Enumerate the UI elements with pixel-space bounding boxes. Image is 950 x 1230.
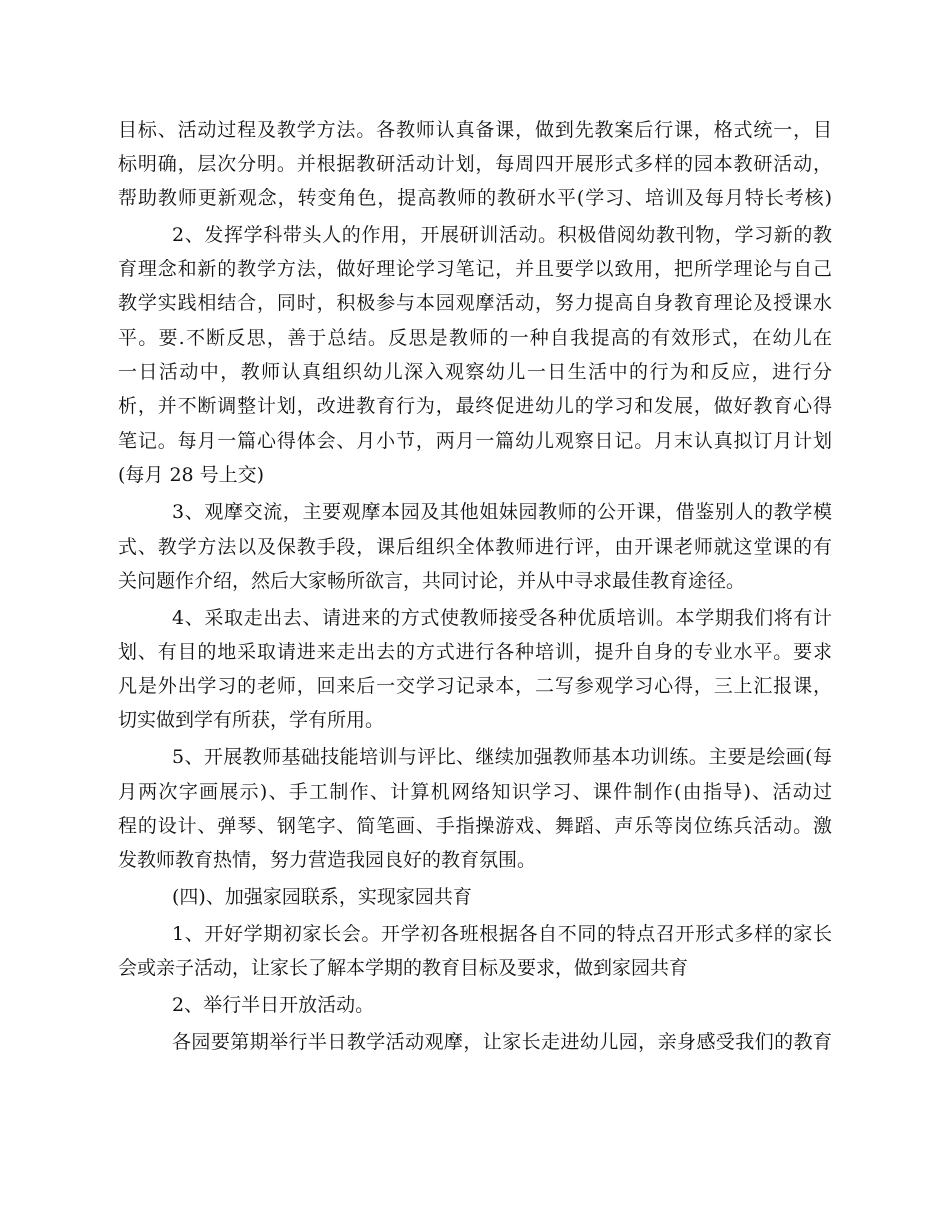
text-line: 月两次字画展示)、手工制作、计算机网络知识学习、课件制作(由指导)、活动过 xyxy=(118,781,832,803)
text-line: 笔记。每月一篇心得体会、月小节，两月一篇幼儿观察日记。月末认真拟订月计划 xyxy=(118,430,832,452)
text-line: 1、开好学期初家长会。开学初各班根据各自不同的特点召开形式多样的家长 xyxy=(172,923,832,945)
text-line: 5、开展教师基础技能培训与评比、继续加强教师基本功训练。主要是绘画(每 xyxy=(172,746,832,768)
text-line: 式、教学方法以及保教手段，课后组织全体教师进行评，由开课老师就这堂课的有 xyxy=(118,536,832,558)
text-line: 目标、活动过程及教学方法。各教师认真备课，做到先教案后行课，格式统一，目 xyxy=(118,119,832,141)
text-line: 2、发挥学科带头人的作用，开展研训活动。积极借阅幼教刊物，学习新的教 xyxy=(172,224,832,246)
text-line: 关问题作介绍，然后大家畅所欲言，共同讨论，并从中寻求最佳教育途径。 xyxy=(118,570,746,592)
text-line: 3、观摩交流，主要观摩本园及其他姐妹园教师的公开课，借鉴别人的教学模 xyxy=(172,501,832,523)
text-line: 发教师教育热情，努力营造我园良好的教育氛围。 xyxy=(118,849,537,871)
text-line: 析，并不断调整计划，改进教育行为，最终促进幼儿的学习和发展，做好教育心得 xyxy=(118,395,832,417)
text-line: (四)、加强家园联系，实现家园共育 xyxy=(172,886,472,908)
text-line: 标明确，层次分明。并根据教研活动计划，每周四开展形式多样的园本教研活动， xyxy=(118,153,832,175)
text-line: 帮助教师更新观念，转变角色，提高教师的教研水平(学习、培训及每月特长考核) xyxy=(118,187,832,209)
text-line: 各园要第期举行半日教学活动观摩，让家长走进幼儿园，亲身感受我们的教育 xyxy=(172,1031,832,1053)
text-line: 切实做到学有所获，学有所用。 xyxy=(118,709,385,731)
text-line: 划、有目的地采取请进来走出去的方式进行各种培训，提升自身的专业水平。要求 xyxy=(118,641,832,663)
text-line: 4、采取走出去、请进来的方式使教师接受各种优质培训。本学期我们将有计 xyxy=(172,607,832,629)
text-line: 凡是外出学习的老师，回来后一交学习记录本，二写参观学习心得，三上汇报课， xyxy=(118,675,832,697)
text-line: 程的设计、弹琴、钢笔字、简笔画、手指操游戏、舞蹈、声乐等岗位练兵活动。激 xyxy=(118,815,832,837)
text-line: (每月 28 号上交) xyxy=(118,464,265,486)
text-line: 教学实践相结合，同时，积极参与本园观摩活动，努力提高自身教育理论及授课水 xyxy=(118,292,832,314)
text-line: 2、举行半日开放活动。 xyxy=(172,994,375,1016)
text-line: 平。要.不断反思，善于总结。反思是教师的一种自我提高的有效形式，在幼儿在 xyxy=(118,327,832,349)
text-line: 育理念和新的教学方法，做好理论学习笔记，并且要学以致用，把所学理论与自己 xyxy=(118,258,832,280)
text-line: 会或亲子活动，让家长了解本学期的教育目标及要求，做到家园共育 xyxy=(118,957,689,979)
text-line: 一日活动中，教师认真组织幼儿深入观察幼儿一日生活中的行为和反应，进行分 xyxy=(118,361,832,383)
